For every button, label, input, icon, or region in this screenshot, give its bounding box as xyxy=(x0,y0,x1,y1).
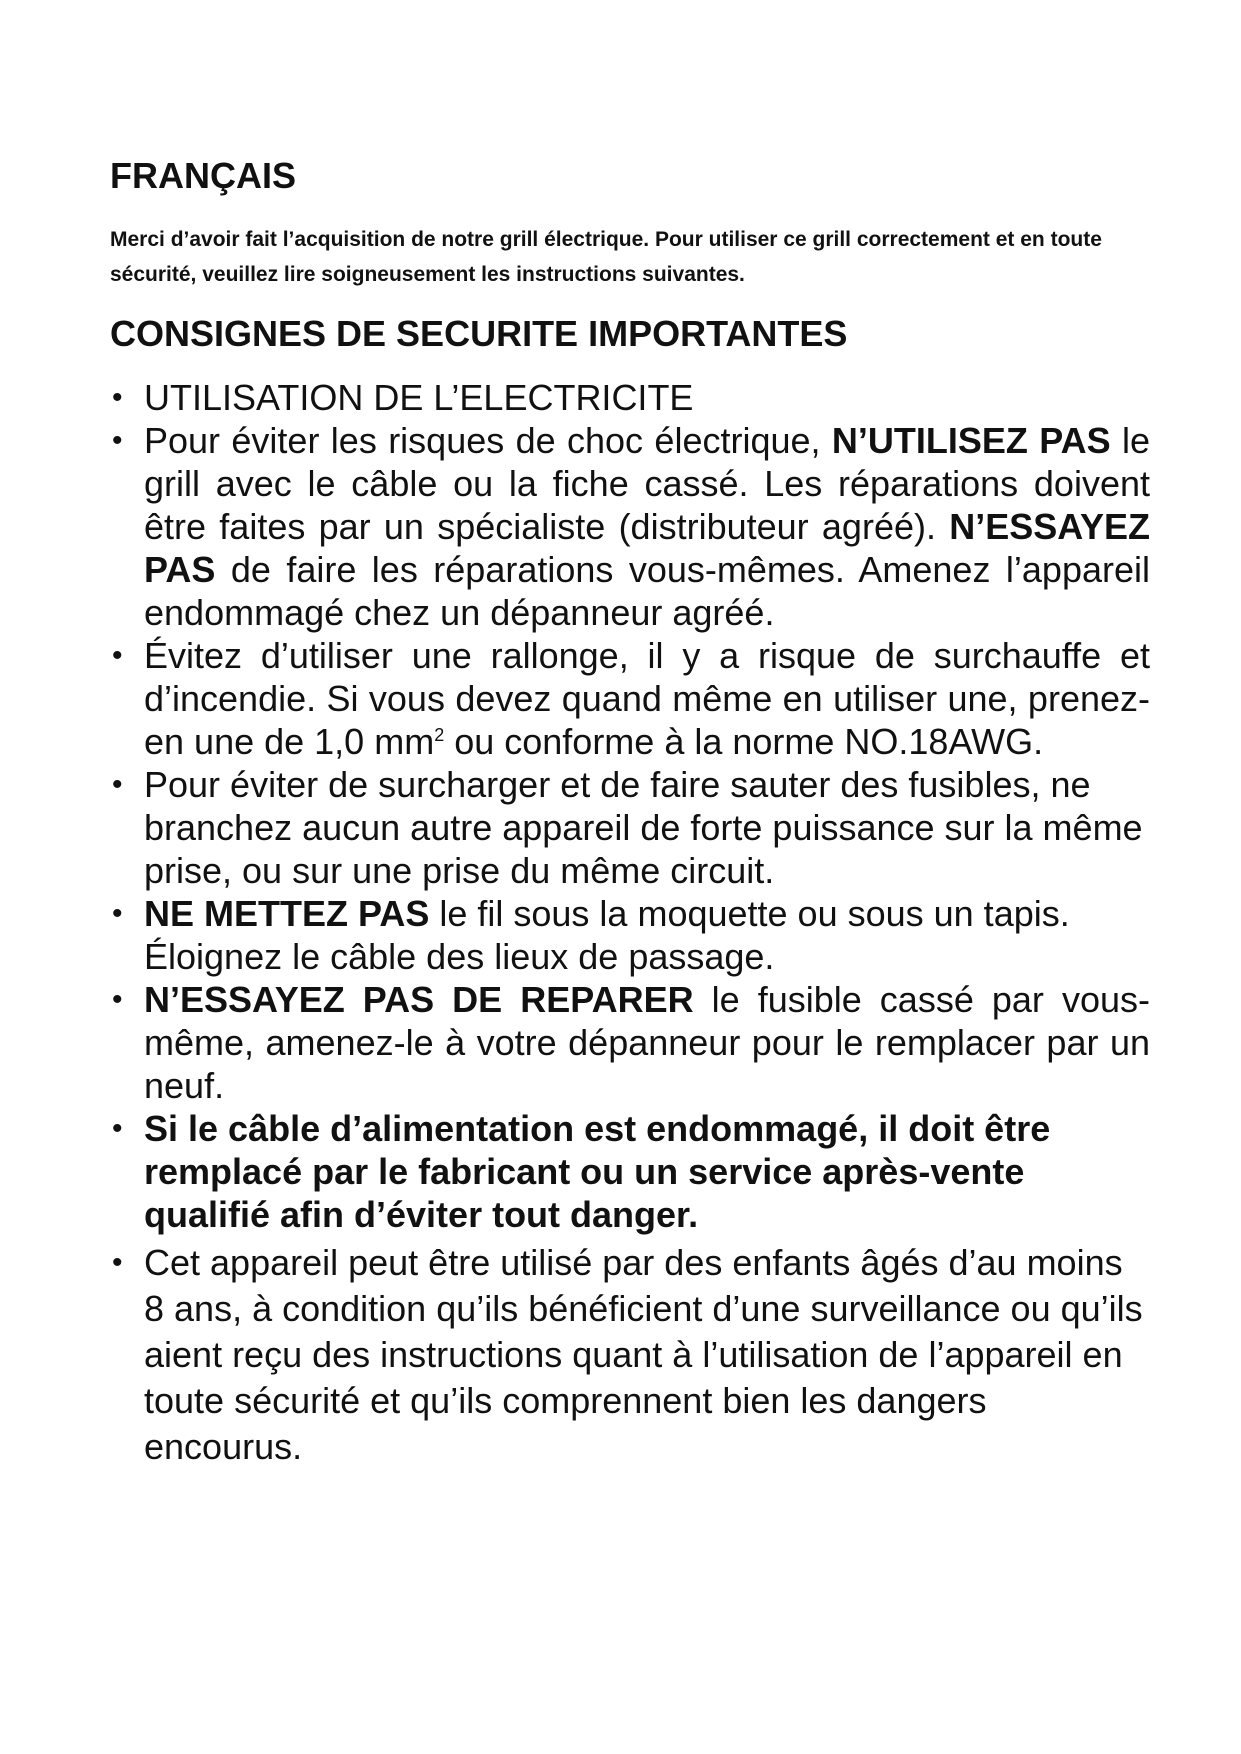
list-item-children xyxy=(110,1240,1150,1470)
list-item-electricity xyxy=(110,376,1150,419)
item-text: Pour éviter de surcharger et de faire sauter des fusibles, ne branchez aucun autre appareil de forte puissance sur la même prise, ou sur une prise du même circuit. xyxy=(144,764,1143,891)
bullet-icon: • xyxy=(112,424,123,457)
bullet-icon: • xyxy=(112,1112,123,1145)
intro-paragraph: Merci d’avoir fait l’acquisition de notre grill électrique. Pour utiliser ce grill correctement et en toute sécurité, veuillez lire soigneusement les instructions suivantes. xyxy=(110,228,1102,286)
bullet-icon: • xyxy=(112,768,123,801)
language-heading: FRANÇAIS xyxy=(110,155,296,196)
bullet-icon: • xyxy=(112,897,123,930)
section-heading: CONSIGNES DE SECURITE IMPORTANTES xyxy=(110,313,848,354)
item-text: le fil sous la moquette ou sous un tapis. Éloignez le câble des lieux de passage. xyxy=(144,893,1070,977)
item-bold-text: NE METTEZ PAS xyxy=(144,893,430,934)
list-item-overload xyxy=(110,763,1150,892)
item-text: UTILISATION DE L’ELECTRICITE xyxy=(144,377,694,418)
superscript: 2 xyxy=(434,725,445,745)
bullet-icon: • xyxy=(112,983,123,1016)
item-text: de faire les réparations vous-mêmes. Amenez l’appareil endommagé chez un dépanneur agréé. xyxy=(144,549,1150,633)
item-text: ou conforme à la norme NO.18AWG. xyxy=(444,721,1044,762)
list-item-cable-placement xyxy=(110,892,1150,978)
item-bold-text: Si le câble d’alimentation est endommagé, il doit être remplacé par le fabricant ou un service après-vente qualifié afin d’éviter tout danger. xyxy=(144,1108,1051,1235)
bullet-icon: • xyxy=(112,381,123,414)
bullet-icon: • xyxy=(112,639,123,672)
list-item-electric-shock xyxy=(110,419,1150,634)
safety-list xyxy=(110,376,1150,1470)
item-bold-text: N’ESSAYEZ PAS DE REPARER xyxy=(144,979,694,1020)
item-text: Évitez d’utiliser une rallonge, il y a risque de surchauffe et d’incendie. Si vous devez quand même en utiliser une, prenez-en une de 1,0 mm xyxy=(144,635,1150,762)
item-text: le fusible cassé par vous-même, amenez-le à votre dépanneur pour le remplacer par un neuf. xyxy=(144,979,1150,1106)
list-item-fuse xyxy=(110,978,1150,1107)
bullet-icon: • xyxy=(112,1246,123,1279)
document-page xyxy=(110,150,1150,1470)
item-bold-text: N’UTILISEZ PAS xyxy=(831,420,1111,461)
item-bold-text: N’ESSAYEZ PAS xyxy=(144,506,1150,590)
list-item-extension-cord xyxy=(110,634,1150,763)
list-item-damaged-cable xyxy=(110,1107,1150,1236)
item-text: Pour éviter les risques de choc électrique, xyxy=(144,420,832,461)
item-text: Cet appareil peut être utilisé par des enfants âgés d’au moins 8 ans, à condition qu’ils bénéficient d’une surveillance ou qu’ils aient reçu des instructions quant à l’utilisation de l’appareil en toute sécurité et qu’ils comprennent bien les dangers encourus. xyxy=(144,1242,1143,1467)
item-text: le grill avec le câble ou la fiche cassé. Les réparations doivent être faites par un spécialiste (distributeur agréé). xyxy=(144,420,1150,547)
